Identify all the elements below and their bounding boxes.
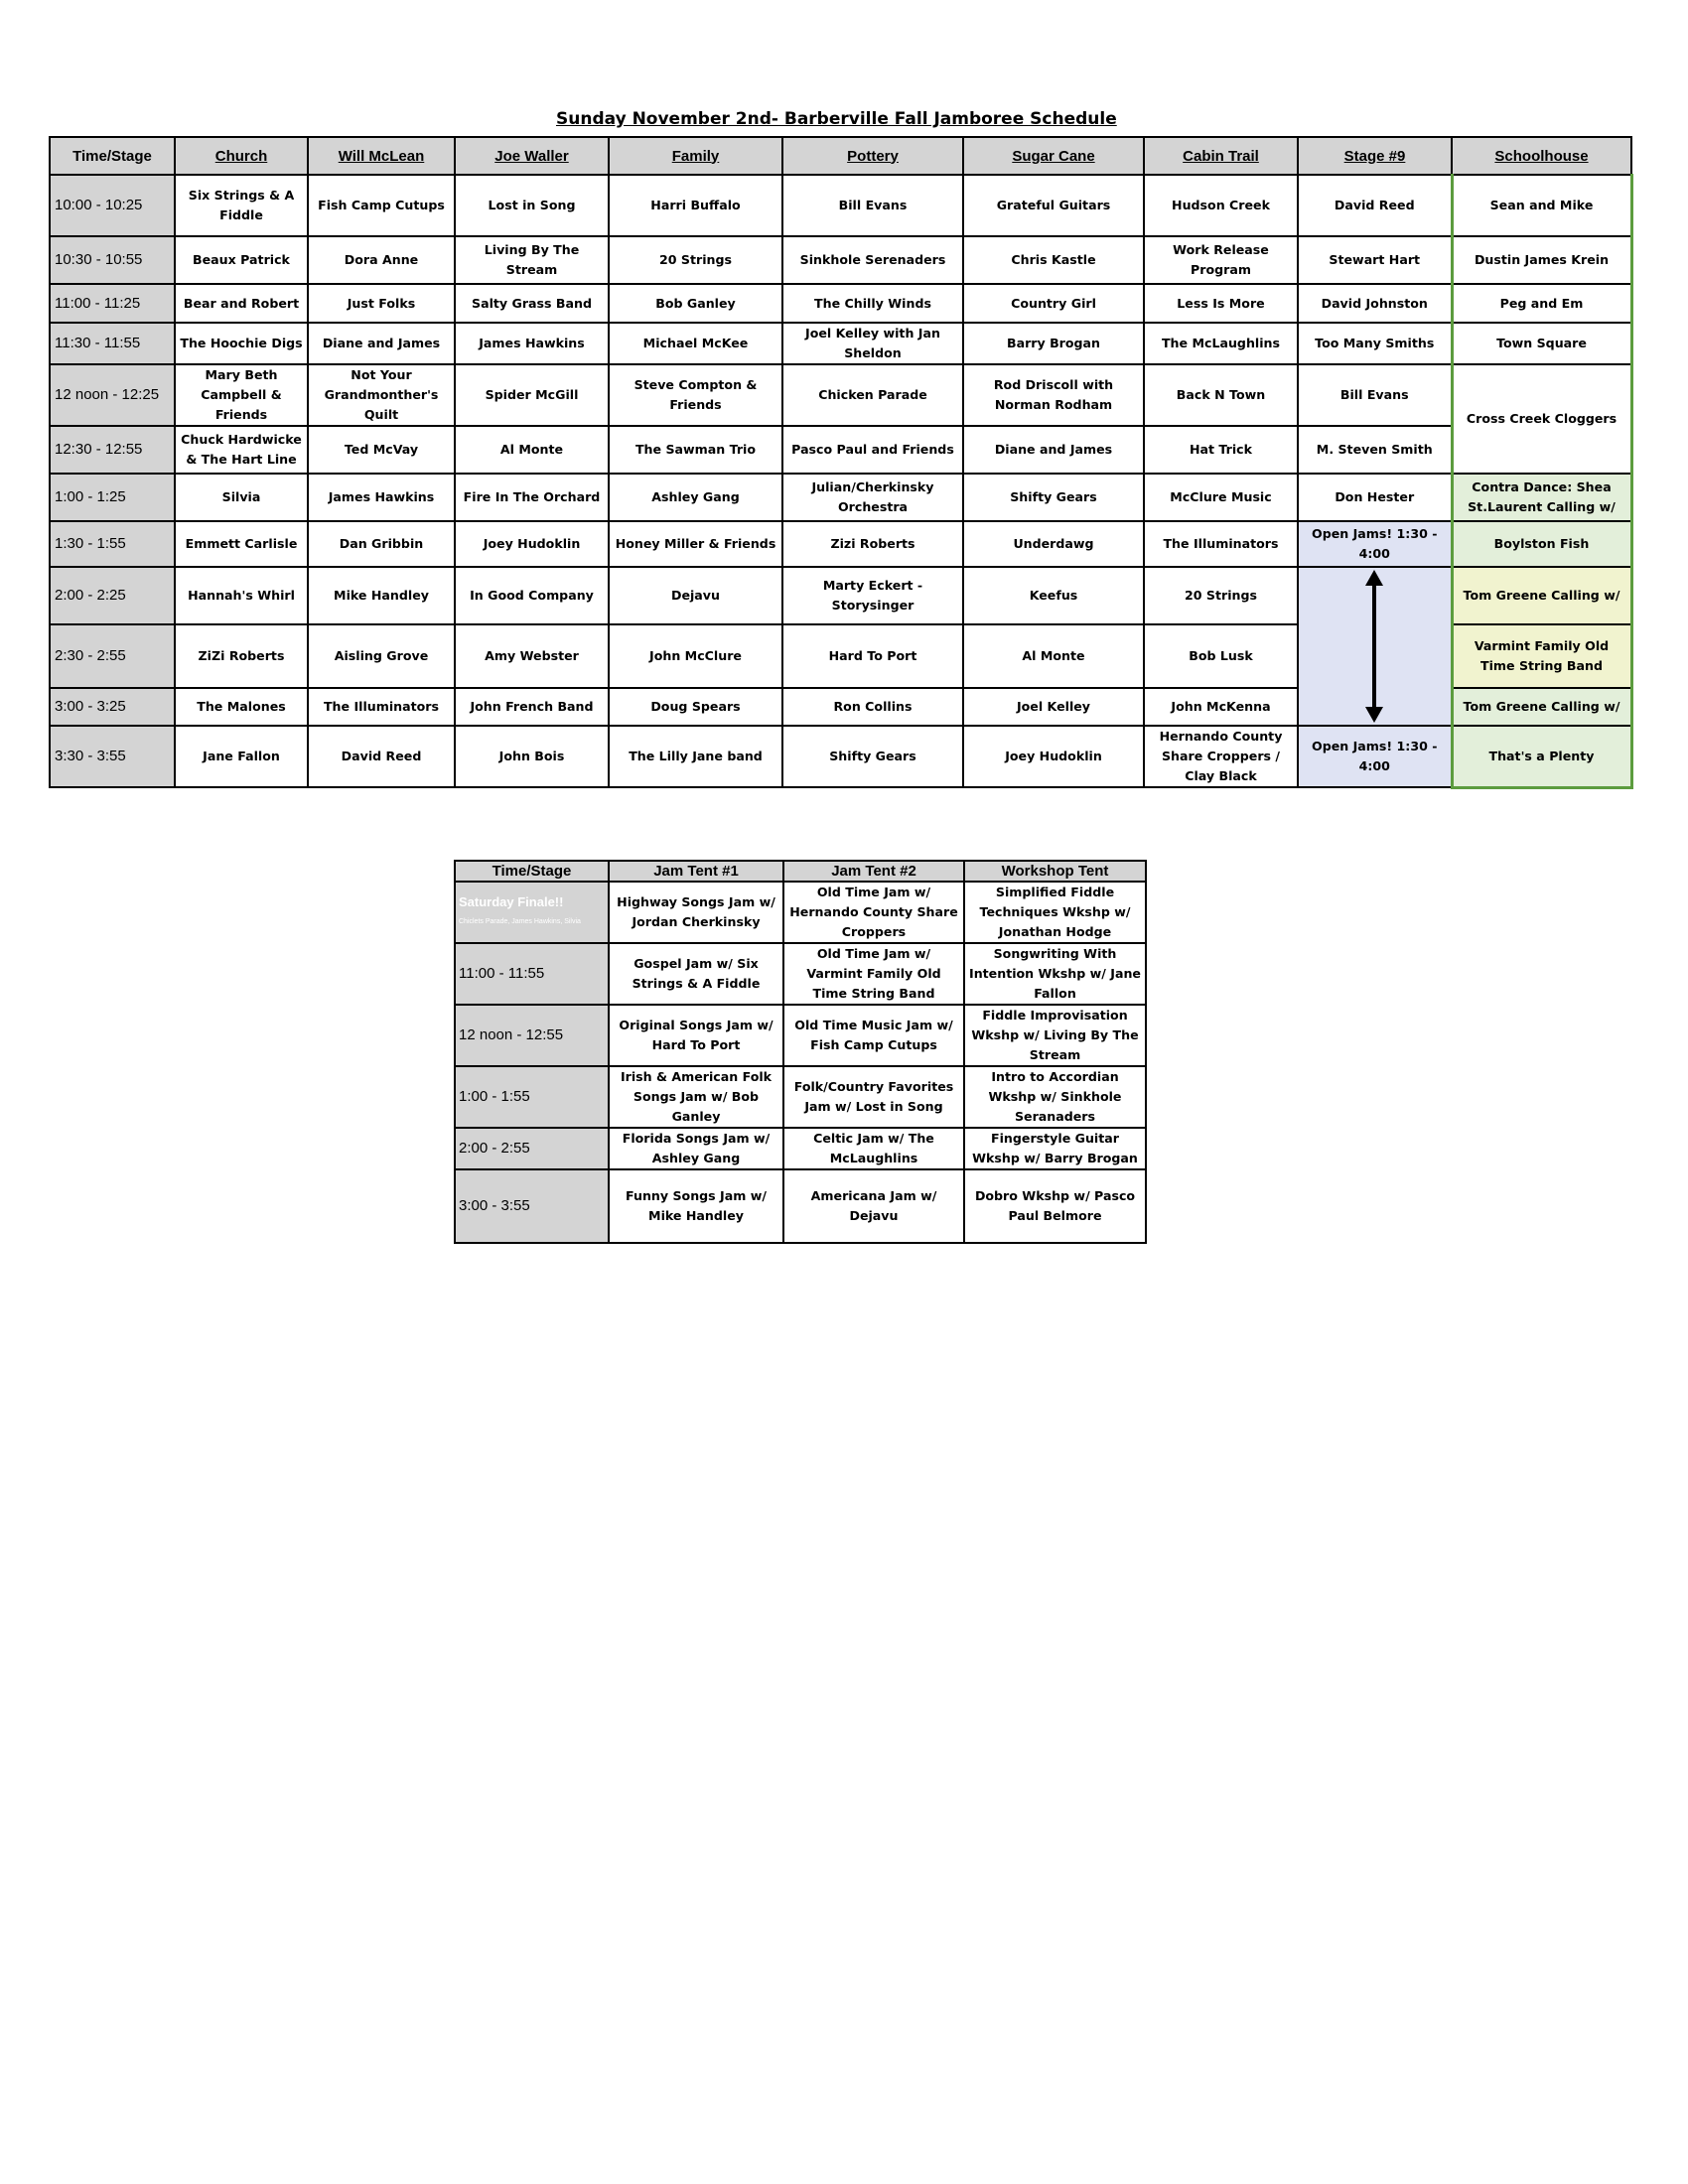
act-cell: Open Jams! 1:30 - 4:00 [1298,726,1452,787]
act-cell: The McLaughlins [1144,323,1298,364]
act-cell: Mary Beth Campbell & Friends [175,364,308,426]
time-slot: 12:30 - 12:55 [50,426,175,474]
act-cell: Dan Gribbin [308,521,455,567]
jam-header-workshop-tent: Workshop Tent [964,861,1146,882]
act-cell: Al Monte [455,426,609,474]
jam-cell: Intro to Accordian Wkshp w/ Sinkhole Seranaders [964,1066,1146,1128]
schedule-row [50,284,1631,323]
act-cell: David Reed [308,726,455,787]
jam-cell: Irish & American Folk Songs Jam w/ Bob Ganley [609,1066,783,1128]
act-cell: Ron Collins [782,688,963,726]
act-cell: Jane Fallon [175,726,308,787]
jam-row [455,1066,1146,1128]
stage-header-family: Family [609,137,782,175]
stage-header-church: Church [175,137,308,175]
schoolhouse-caller: Tom Greene Calling w/ [1452,567,1631,624]
double-arrow-icon [1359,570,1389,723]
act-cell: The Lilly Jane band [609,726,782,787]
time-slot: 1:30 - 1:55 [50,521,175,567]
jam-cell: Funny Songs Jam w/ Mike Handley [609,1169,783,1243]
act-cell: M. Steven Smith [1298,426,1452,474]
act-cell: Julian/Cherkinsky Orchestra [782,474,963,521]
act-cell: John French Band [455,688,609,726]
act-cell: Chuck Hardwicke & The Hart Line [175,426,308,474]
time-slot: 3:30 - 3:55 [50,726,175,787]
jam-cell: Florida Songs Jam w/ Ashley Gang [609,1128,783,1169]
act-cell: Joel Kelley [963,688,1144,726]
time-slot: 11:30 - 11:55 [50,323,175,364]
act-cell: Joel Kelley with Jan Sheldon [782,323,963,364]
schoolhouse-act: Dustin James Krein [1452,236,1631,284]
stage-header-schoolhouse: Schoolhouse [1452,137,1631,175]
time-slot: 10:00 - 10:25 [50,175,175,236]
act-cell: Bear and Robert [175,284,308,323]
jam-row [455,1128,1146,1169]
jam-row [455,882,1146,943]
act-cell: John Bois [455,726,609,787]
act-cell: Doug Spears [609,688,782,726]
jam-cell: Americana Jam w/ Dejavu [783,1169,964,1243]
schedule-row [50,726,1631,787]
stage-header-pottery: Pottery [782,137,963,175]
act-cell: In Good Company [455,567,609,624]
schoolhouse-act: Cross Creek Cloggers [1452,364,1631,474]
act-cell: Al Monte [963,624,1144,688]
act-cell: Honey Miller & Friends [609,521,782,567]
act-cell: Pasco Paul and Friends [782,426,963,474]
time-stage-header: Time/Stage [50,137,175,175]
jam-cell: Songwriting With Intention Wkshp w/ Jane Fallon [964,943,1146,1005]
schedule-row [50,236,1631,284]
schedule-row [50,364,1631,426]
schoolhouse-act: Sean and Mike [1452,175,1631,236]
jam-cell: Gospel Jam w/ Six Strings & A Fiddle [609,943,783,1005]
jam-cell: Fiddle Improvisation Wkshp w/ Living By The Stream [964,1005,1146,1066]
act-cell: Keefus [963,567,1144,624]
schoolhouse-caller: Tom Greene Calling w/ [1452,688,1631,726]
schedule-row [50,175,1631,236]
jam-row [455,943,1146,1005]
act-cell: The Illuminators [1144,521,1298,567]
time-slot: 2:30 - 2:55 [50,624,175,688]
act-cell: Joey Hudoklin [455,521,609,567]
schoolhouse-act: Varmint Family Old Time String Band [1452,624,1631,688]
jam-header-time-stage: Time/Stage [455,861,609,882]
act-cell: James Hawkins [455,323,609,364]
jam-cell: Original Songs Jam w/ Hard To Port [609,1005,783,1066]
jam-time-slot: 12 noon - 12:55 [455,1005,609,1066]
act-cell: Grateful Guitars [963,175,1144,236]
time-slot: 3:00 - 3:25 [50,688,175,726]
finale-subtitle: Chiclets Parade, James Hawkins, Silvia [459,918,581,925]
schoolhouse-act: Town Square [1452,323,1631,364]
jam-cell: Celtic Jam w/ The McLaughlins [783,1128,964,1169]
main-schedule-table [49,136,1633,789]
schoolhouse-act: That's a Plenty [1452,726,1631,787]
act-cell: Lost in Song [455,175,609,236]
act-cell: Back N Town [1144,364,1298,426]
act-cell: Hannah's Whirl [175,567,308,624]
jam-cell: Highway Songs Jam w/ Jordan Cherkinsky [609,882,783,943]
jam-workshop-table [454,860,1147,1244]
act-cell: Hudson Creek [1144,175,1298,236]
act-cell: Fish Camp Cutups [308,175,455,236]
act-cell: Fire In The Orchard [455,474,609,521]
act-cell: Spider McGill [455,364,609,426]
act-cell: Bob Lusk [1144,624,1298,688]
act-cell: John McKenna [1144,688,1298,726]
act-cell: Hard To Port [782,624,963,688]
time-slot: 11:00 - 11:25 [50,284,175,323]
jam-row [455,1005,1146,1066]
jam-time-slot: 3:00 - 3:55 [455,1169,609,1243]
schoolhouse-act: Peg and Em [1452,284,1631,323]
act-cell: Open Jams! 1:30 - 4:00 [1298,521,1452,567]
act-cell: Shifty Gears [782,726,963,787]
jam-time-slot: 2:00 - 2:55 [455,1128,609,1169]
act-cell: Six Strings & A Fiddle [175,175,308,236]
act-cell: Just Folks [308,284,455,323]
act-cell: The Hoochie Digs [175,323,308,364]
saturday-finale-cell [455,882,609,943]
act-cell: Emmett Carlisle [175,521,308,567]
act-cell: Ashley Gang [609,474,782,521]
act-cell: Bill Evans [782,175,963,236]
jam-time-slot: 11:00 - 11:55 [455,943,609,1005]
time-slot: 12 noon - 12:25 [50,364,175,426]
jam-cell: Fingerstyle Guitar Wkshp w/ Barry Brogan [964,1128,1146,1169]
act-cell: Michael McKee [609,323,782,364]
act-cell: Joey Hudoklin [963,726,1144,787]
act-cell: Harri Buffalo [609,175,782,236]
jam-cell: Old Time Jam w/ Varmint Family Old Time String Band [783,943,964,1005]
act-cell: Living By The Stream [455,236,609,284]
jam-cell: Old Time Jam w/ Hernando County Share Croppers [783,882,964,943]
page-title: Sunday November 2nd- Barberville Fall Jamboree Schedule [556,109,1117,129]
act-cell: Beaux Patrick [175,236,308,284]
act-cell: Stewart Hart [1298,236,1452,284]
open-jam-arrow-cell [1298,567,1452,726]
schedule-row [50,426,1631,474]
schoolhouse-act: Boylston Fish [1452,521,1631,567]
jam-cell: Simplified Fiddle Techniques Wkshp w/ Jonathan Hodge [964,882,1146,943]
stage-header-stage-9: Stage #9 [1298,137,1452,175]
act-cell: Country Girl [963,284,1144,323]
act-cell: Diane and James [963,426,1144,474]
act-cell: Chicken Parade [782,364,963,426]
act-cell: Less Is More [1144,284,1298,323]
schedule-row [50,567,1631,624]
act-cell: Salty Grass Band [455,284,609,323]
act-cell: Sinkhole Serenaders [782,236,963,284]
schoolhouse-contra-dance: Contra Dance: Shea St.Laurent Calling w/ [1452,474,1631,521]
act-cell: The Malones [175,688,308,726]
schedule-row [50,474,1631,521]
jam-cell: Old Time Music Jam w/ Fish Camp Cutups [783,1005,964,1066]
act-cell: Rod Driscoll with Norman Rodham [963,364,1144,426]
act-cell: James Hawkins [308,474,455,521]
stage-header-sugar-cane: Sugar Cane [963,137,1144,175]
act-cell: Bill Evans [1298,364,1452,426]
act-cell: John McClure [609,624,782,688]
act-cell: David Johnston [1298,284,1452,323]
jam-row [455,1169,1146,1243]
act-cell: The Chilly Winds [782,284,963,323]
jam-header-jam-tent-2: Jam Tent #2 [783,861,964,882]
time-slot: 1:00 - 1:25 [50,474,175,521]
act-cell: 20 Strings [609,236,782,284]
act-cell: Chris Kastle [963,236,1144,284]
stage-header-joe-waller: Joe Waller [455,137,609,175]
jam-cell: Folk/Country Favorites Jam w/ Lost in Song [783,1066,964,1128]
finale-title: Saturday Finale!! [459,894,564,909]
jam-cell: Dobro Wkshp w/ Pasco Paul Belmore [964,1169,1146,1243]
act-cell: Silvia [175,474,308,521]
act-cell: Hernando County Share Croppers / Clay Black [1144,726,1298,787]
jam-time-slot: 1:00 - 1:55 [455,1066,609,1128]
act-cell: Steve Compton & Friends [609,364,782,426]
schedule-row [50,323,1631,364]
jam-header-jam-tent-1: Jam Tent #1 [609,861,783,882]
stage-header-will-mclean: Will McLean [308,137,455,175]
act-cell: McClure Music [1144,474,1298,521]
act-cell: Mike Handley [308,567,455,624]
stage-header-cabin-trail: Cabin Trail [1144,137,1298,175]
act-cell: ZiZi Roberts [175,624,308,688]
act-cell: Dora Anne [308,236,455,284]
act-cell: Amy Webster [455,624,609,688]
act-cell: Shifty Gears [963,474,1144,521]
act-cell: Zizi Roberts [782,521,963,567]
act-cell: Too Many Smiths [1298,323,1452,364]
act-cell: Diane and James [308,323,455,364]
act-cell: David Reed [1298,175,1452,236]
act-cell: Not Your Grandmonther's Quilt [308,364,455,426]
act-cell: Hat Trick [1144,426,1298,474]
act-cell: Marty Eckert - Storysinger [782,567,963,624]
act-cell: Bob Ganley [609,284,782,323]
act-cell: Barry Brogan [963,323,1144,364]
act-cell: 20 Strings [1144,567,1298,624]
act-cell: Don Hester [1298,474,1452,521]
act-cell: Work Release Program [1144,236,1298,284]
act-cell: The Illuminators [308,688,455,726]
time-slot: 2:00 - 2:25 [50,567,175,624]
act-cell: Dejavu [609,567,782,624]
schedule-row [50,521,1631,567]
time-slot: 10:30 - 10:55 [50,236,175,284]
act-cell: Aisling Grove [308,624,455,688]
act-cell: The Sawman Trio [609,426,782,474]
act-cell: Ted McVay [308,426,455,474]
act-cell: Underdawg [963,521,1144,567]
